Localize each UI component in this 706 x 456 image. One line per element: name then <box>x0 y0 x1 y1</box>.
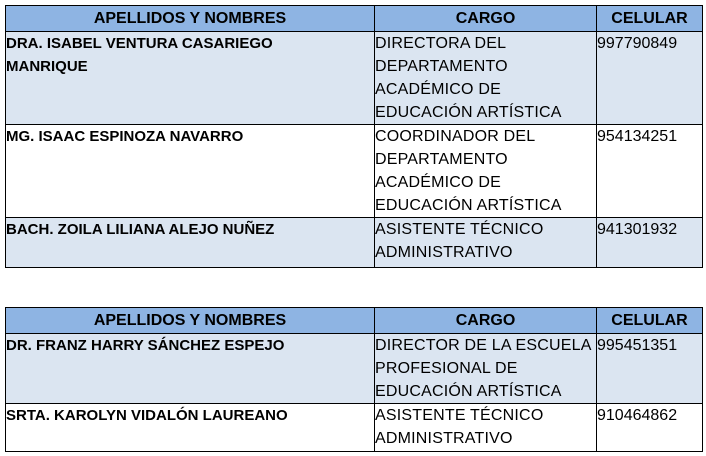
header-celular: CELULAR <box>597 308 703 334</box>
header-cargo: CARGO <box>375 308 597 334</box>
person-cargo <box>375 32 597 125</box>
table-header-row <box>6 308 703 334</box>
person-cargo <box>375 334 597 404</box>
table-row <box>6 218 703 268</box>
cargo-line: DEPARTAMENTO <box>375 151 508 168</box>
name-line: SRTA. KAROLYN VIDALÓN LAUREANO <box>6 407 288 424</box>
name-line: BACH. ZOILA LILIANA ALEJO NUÑEZ <box>6 221 275 238</box>
table-header-row <box>6 6 703 32</box>
person-name <box>6 404 375 452</box>
cargo-line: ASISTENTE TÉCNICO <box>375 407 544 424</box>
cargo-line: COORDINADOR DEL <box>375 128 536 145</box>
cargo-line: EDUCACIÓN ARTÍSTICA <box>375 104 562 121</box>
cargo-line: ASISTENTE TÉCNICO <box>375 221 544 238</box>
contacts-table-school <box>5 307 703 452</box>
table-row <box>6 404 703 452</box>
table-row <box>6 334 703 404</box>
cargo-line: DIRECTOR DE LA ESCUELA <box>375 337 592 354</box>
person-name <box>6 32 375 125</box>
cargo-line: ADMINISTRATIVO <box>375 244 513 261</box>
cargo-line: DIRECTORA DEL <box>375 35 507 52</box>
table-row <box>6 32 703 125</box>
person-phone: 997790849 <box>597 32 703 125</box>
cargo-line: EDUCACIÓN ARTÍSTICA <box>375 197 562 214</box>
name-line: MG. ISAAC ESPINOZA NAVARRO <box>6 128 244 145</box>
table-row <box>6 125 703 218</box>
person-phone: 995451351 <box>597 334 703 404</box>
person-phone: 954134251 <box>597 125 703 218</box>
contacts-table-department <box>5 5 703 268</box>
header-cargo: CARGO <box>375 6 597 32</box>
person-name <box>6 218 375 268</box>
person-phone: 910464862 <box>597 404 703 452</box>
cargo-line: EDUCACIÓN ARTÍSTICA <box>375 383 562 400</box>
name-line: DR. FRANZ HARRY SÁNCHEZ ESPEJO <box>6 337 285 354</box>
cargo-line: ACADÉMICO DE <box>375 174 501 191</box>
cargo-line: DEPARTAMENTO <box>375 58 508 75</box>
person-name <box>6 334 375 404</box>
cargo-line: PROFESIONAL DE <box>375 360 518 377</box>
cargo-line: ACADÉMICO DE <box>375 81 501 98</box>
header-name: APELLIDOS Y NOMBRES <box>6 308 375 334</box>
person-cargo <box>375 218 597 268</box>
cargo-line: ADMINISTRATIVO <box>375 430 513 447</box>
person-name <box>6 125 375 218</box>
person-phone: 941301932 <box>597 218 703 268</box>
header-name: APELLIDOS Y NOMBRES <box>6 6 375 32</box>
person-cargo <box>375 125 597 218</box>
person-cargo <box>375 404 597 452</box>
name-line: MANRIQUE <box>6 58 88 75</box>
header-celular: CELULAR <box>597 6 703 32</box>
name-line: DRA. ISABEL VENTURA CASARIEGO <box>6 35 273 52</box>
